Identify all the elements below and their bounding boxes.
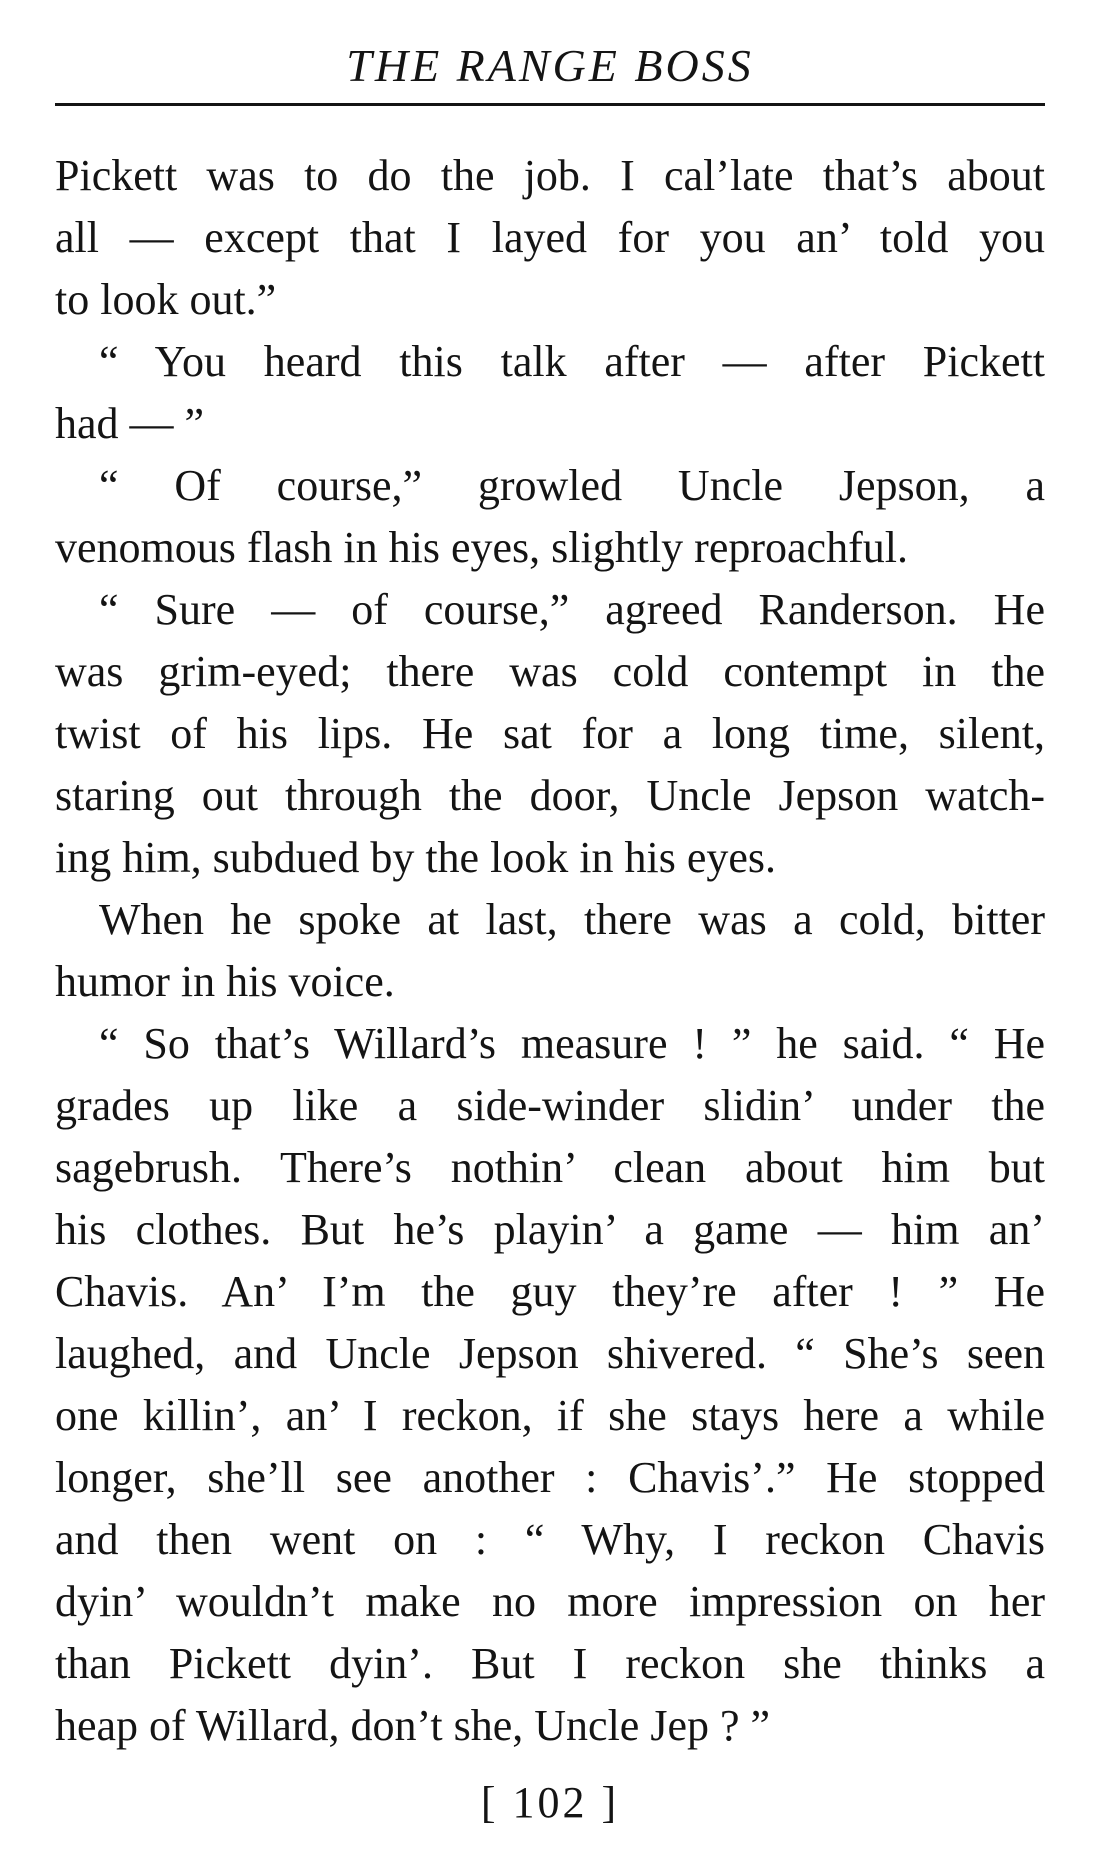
text-line: one killin’, an’ I reckon, if she stays here a while — [55, 1391, 1045, 1440]
text-line: When he spoke at last, there was a cold, bitter — [99, 895, 1045, 944]
text-line: all — except that I layed for you an’ told you — [55, 213, 1045, 262]
text-line: “ So that’s Willard’s measure ! ” he said. “ He — [99, 1019, 1045, 1068]
text-line: longer, she’ll see another : Chavis’.” He stopped — [55, 1453, 1045, 1502]
text-line: to look out.” — [55, 275, 277, 324]
text-line: was grim-eyed; there was cold contempt in the — [55, 647, 1045, 696]
text-line: humor in his voice. — [55, 957, 395, 1006]
body-text — [55, 145, 1045, 1757]
text-line: “ You heard this talk after — after Pickett — [99, 337, 1045, 386]
text-line: “ Sure — of course,” agreed Randerson. He — [99, 585, 1045, 634]
text-line: and then went on : “ Why, I reckon Chavis — [55, 1515, 1045, 1564]
text-line: heap of Willard, don’t she, Uncle Jep ? ” — [55, 1701, 771, 1750]
header-rule — [55, 103, 1045, 106]
text-line: his clothes. But he’s playin’ a game — him an’ — [55, 1205, 1045, 1254]
text-line: sagebrush. There’s nothin’ clean about him but — [55, 1143, 1045, 1192]
text-line: dyin’ wouldn’t make no more impression on her — [55, 1577, 1045, 1626]
text-line: grades up like a side-winder slidin’ under the — [55, 1081, 1045, 1130]
running-title: THE RANGE BOSS — [346, 40, 754, 91]
text-line: than Pickett dyin’. But I reckon she thinks a — [55, 1639, 1045, 1688]
page-number: [ 102 ] — [480, 1778, 620, 1827]
text-line: laughed, and Uncle Jepson shivered. “ She’s seen — [55, 1329, 1045, 1378]
text-line: ing him, subdued by the look in his eyes. — [55, 833, 777, 882]
text-line: Pickett was to do the job. I cal’late that’s about — [55, 151, 1045, 200]
text-line: staring out through the door, Uncle Jepson watch- — [55, 771, 1045, 820]
text-line: had — ” — [55, 399, 205, 448]
text-line: venomous flash in his eyes, slightly reproachful. — [55, 523, 908, 572]
text-line: Chavis. An’ I’m the guy they’re after ! ” He — [55, 1267, 1045, 1316]
text-line: twist of his lips. He sat for a long time, silent, — [55, 709, 1045, 758]
text-line: “ Of course,” growled Uncle Jepson, a — [99, 461, 1045, 510]
